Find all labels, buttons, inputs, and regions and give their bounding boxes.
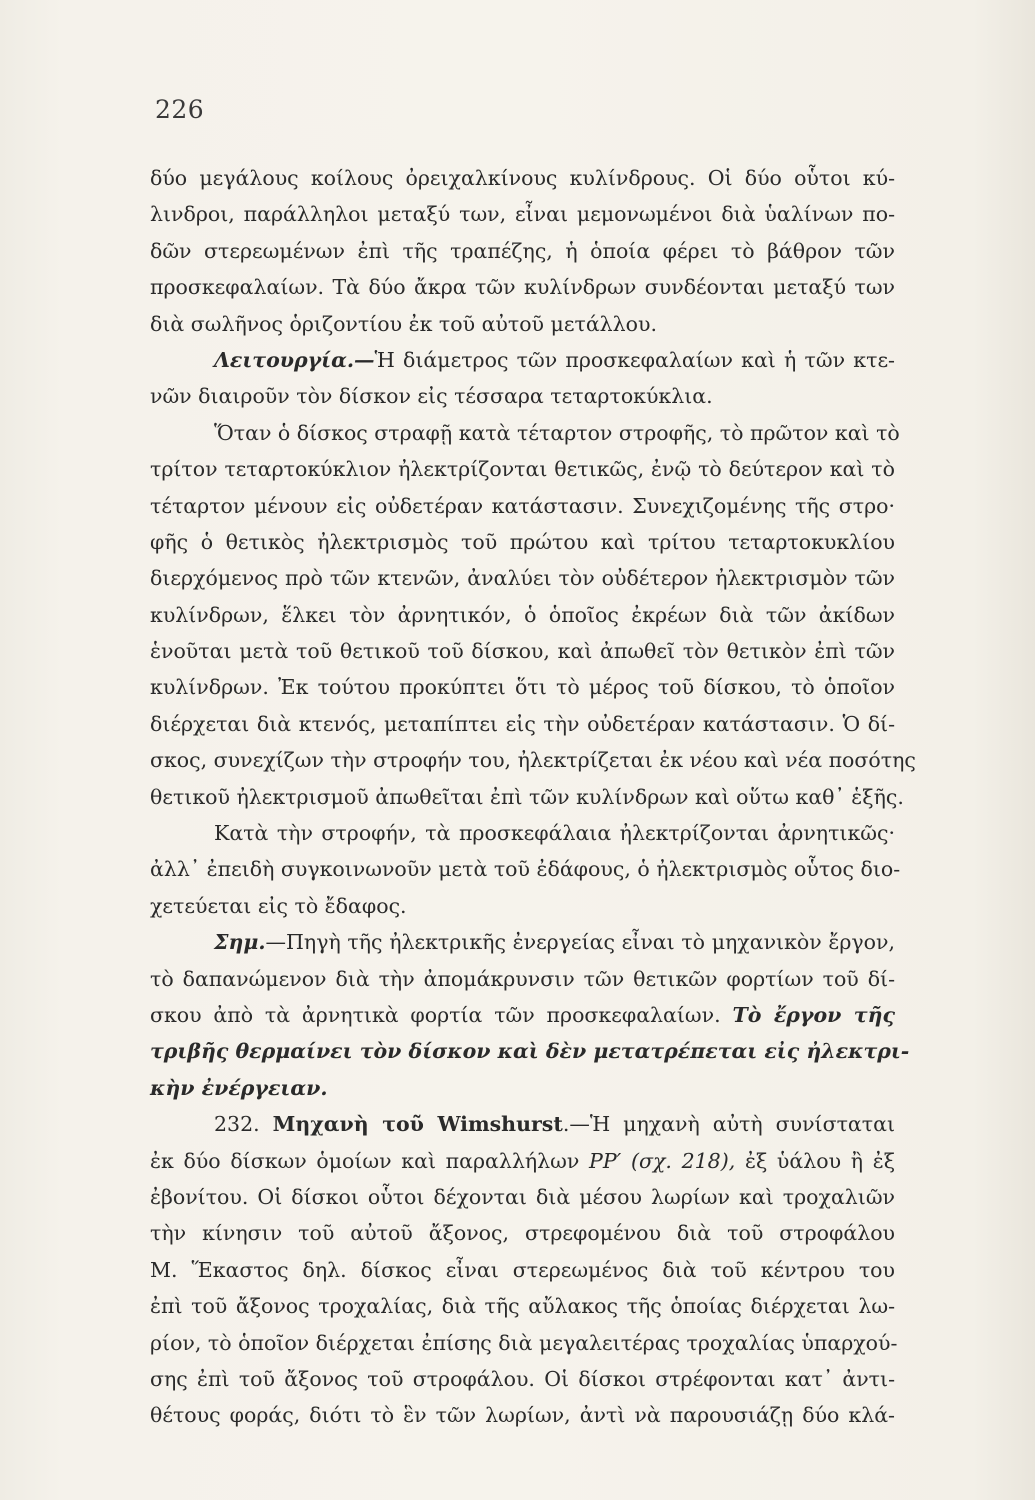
section-heading-wimshurst: Μηχανὴ τοῦ Wimshurst [272, 1112, 563, 1137]
text-line: Κατὰ τὴν στροφήν, τὰ προσκεφάλαια ἠλεκτρίζονται ἀρνητικῶς· [214, 821, 895, 846]
text-line: κυλίνδρων. Ἐκ τούτου προκύπτει ὅτι τὸ μέρος τοῦ δίσκου, τὸ ὁποῖον [150, 675, 895, 700]
note-heading: Σημ. [214, 930, 266, 955]
text-line: ἐπὶ τοῦ ἄξονος τροχαλίας, διὰ τῆς αὔλακος τῆς ὁποίας διέρχεται λω- [150, 1294, 895, 1319]
emphasis-text: τριβῆς θερμαίνει τὸν δίσκον καὶ δὲν μετατρέπεται εἰς ἠλεκτρι- [150, 1039, 910, 1064]
section-heading-leitourgia: Λειτουργία.— [214, 347, 375, 372]
text-line: ἐβονίτου. Οἱ δίσκοι οὗτοι δέχονται διὰ μέσου λωρίων καὶ τροχαλιῶν [150, 1184, 895, 1209]
emphasis-text: κὴν ἐνέργειαν. [150, 1075, 328, 1100]
text-line: προσκεφαλαίων. Τὰ δύο ἄκρα τῶν κυλίνδρων συνδέονται μεταξύ των [150, 275, 895, 300]
body-text [150, 160, 916, 1434]
text-line: Σημ.—Πηγὴ τῆς ἠλεκτρικῆς ἐνεργείας εἶναι τὸ μηχανικὸν ἔργον, [214, 930, 895, 955]
text-line: διέρχεται διὰ κτενός, μεταπίπτει εἰς τὴν οὐδετέραν κατάστασιν. Ὁ δί- [150, 711, 895, 736]
text-line: ἀλλ᾽ ἐπειδὴ συγκοινωνοῦν μετὰ τοῦ ἐδάφους, ὁ ἠλεκτρισμὸς οὗτος διο- [150, 857, 901, 882]
text-line: ἐκ δύο δίσκων ὁμοίων καὶ παραλλήλων PP′ (σχ. 218), ἐξ ὑάλου ἢ ἐξ [150, 1148, 895, 1173]
text-line: Λειτουργία.—Ἡ διάμετρος τῶν προσκεφαλαίων καὶ ἡ τῶν κτε- [214, 347, 895, 372]
text-line: τέταρτον μένουν εἰς οὐδετέραν κατάστασιν. Συνεχιζομένης τῆς στρο· [150, 493, 895, 518]
text-line [150, 1033, 910, 1069]
text-line: Μ. Ἕκαστος δηλ. δίσκος εἶναι στερεωμένος διὰ τοῦ κέντρου του [150, 1257, 895, 1282]
text-line: τὸ δαπανώμενον διὰ τὴν ἀπομάκρυνσιν τῶν θετικῶν φορτίων τοῦ δί- [150, 966, 895, 991]
text-line: λινδροι, παράλληλοι μεταξύ των, εἶναι μεμονωμένοι διὰ ὑαλίνων πο- [150, 202, 895, 227]
text-line: τρίτον τεταρτοκύκλιον ἠλεκτρίζονται θετικῶς, ἐνῷ τὸ δεύτερον καὶ τὸ [150, 457, 895, 482]
text-line: 232. Μηχανὴ τοῦ Wimshurst.—Ἡ μηχανὴ αὐτὴ συνίσταται [214, 1112, 895, 1137]
text-line: νῶν διαιροῦν τὸν δίσκον εἰς τέσσαρα τεταρτοκύκλια. [150, 384, 713, 409]
text-line: θετικοῦ ἠλεκτρισμοῦ ἀπωθεῖται ἐπὶ τῶν κυλίνδρων καὶ οὕτω καθ᾽ ἑξῆς. [150, 784, 904, 809]
text-line: δῶν στερεωμένων ἐπὶ τῆς τραπέζης, ἡ ὁποία φέρει τὸ βάθρον τῶν [150, 238, 895, 263]
text-line: θέτους φοράς, διότι τὸ ἓν τῶν λωρίων, ἀντὶ νὰ παρουσιάζῃ δύο κλά- [150, 1403, 895, 1428]
text-line: φῆς ὁ θετικὸς ἠλεκτρισμὸς τοῦ πρώτου καὶ τρίτου τεταρτοκυκλίου [150, 529, 895, 554]
text-line: ρίον, τὸ ὁποῖον διέρχεται ἐπίσης διὰ μεγαλειτέρας τροχαλίας ὑπαρχού- [150, 1330, 898, 1355]
text-line: διερχόμενος πρὸ τῶν κτενῶν, ἀναλύει τὸν οὐδέτερον ἠλεκτρισμὸν τῶν [150, 566, 895, 591]
text-line: σης ἐπὶ τοῦ ἄξονος τοῦ στροφάλου. Οἱ δίσκοι στρέφονται κατ᾽ ἀντι- [150, 1366, 895, 1391]
text-line: ἑνοῦται μετὰ τοῦ θετικοῦ τοῦ δίσκου, καὶ ἀπωθεῖ τὸν θετικὸν ἐπὶ τῶν [150, 639, 895, 664]
figure-reference: PP′ (σχ. 218), [589, 1148, 736, 1173]
text-line: σκος, συνεχίζων τὴν στροφήν του, ἠλεκτρίζεται ἐκ νέου καὶ νέα ποσότης [150, 748, 916, 773]
text-line: χετεύεται εἰς τὸ ἔδαφος. [150, 893, 407, 918]
emphasis-text: Τὸ ἔργον τῆς [732, 1002, 895, 1027]
page-number: 226 [155, 95, 205, 124]
text-line: σκου ἀπὸ τὰ ἀρνητικὰ φορτία τῶν προσκεφαλαίων. Τὸ ἔργον τῆς [150, 1002, 895, 1027]
text-line: κυλίνδρων, ἕλκει τὸν ἀρνητικόν, ὁ ὁποῖος ἐκρέων διὰ τῶν ἀκίδων [150, 602, 895, 627]
text-line: δύο μεγάλους κοίλους ὀρειχαλκίνους κυλίνδρους. Οἱ δύο οὗτοι κύ- [150, 166, 895, 190]
text-line [150, 1070, 895, 1106]
text-line: διὰ σωλῆνος ὁριζοντίου ἐκ τοῦ αὐτοῦ μετάλλου. [150, 311, 657, 336]
section-number: 232. [214, 1112, 260, 1137]
text-line: Ὅταν ὁ δίσκος στραφῇ κατὰ τέταρτον στροφῆς, τὸ πρῶτον καὶ τὸ [214, 420, 900, 445]
text-line: τὴν κίνησιν τοῦ αὐτοῦ ἄξονος, στρεφομένου διὰ τοῦ στροφάλου [150, 1221, 895, 1246]
